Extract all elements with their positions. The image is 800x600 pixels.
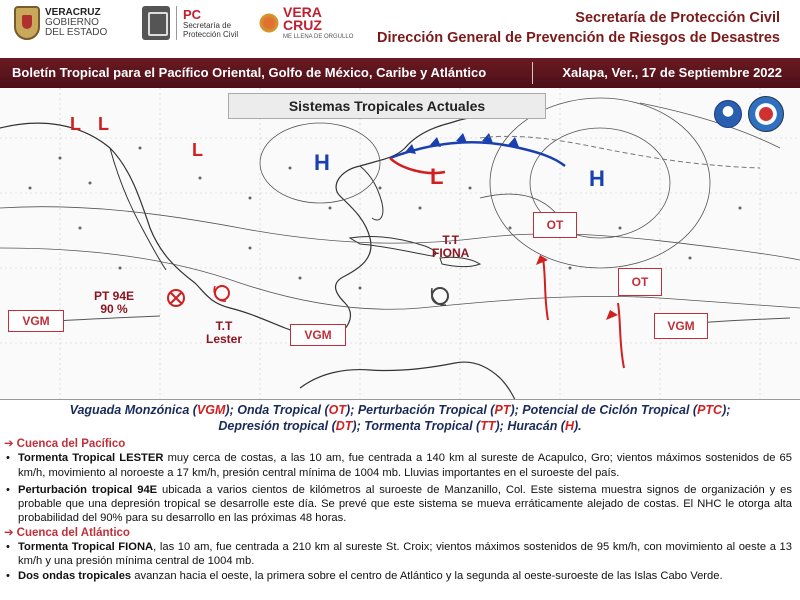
logo-veracruz-line1: VERACRUZ [45,7,101,18]
acronym-legend [0,402,800,434]
baja-coastline [110,148,166,270]
tropical-wave-2 [618,303,624,368]
atlantic-heading-text: Cuenca del Atlántico [16,526,130,539]
nws-logo-icon [748,96,784,132]
low-pressure-west-3: L [192,140,203,160]
bulletin-date: Xalapa, Ver., 17 de Septiembre 2022 [562,65,782,80]
vgm-label-central: VGM [290,324,346,346]
pacific-heading [0,437,800,451]
pt94e-label [94,290,134,316]
atlantic-item-waves: • Dos ondas tropicales avanzan hacia el oeste, la primera sobre el centro de Atlántico y la segunda al oeste-suroeste de las Islas Cabo Verde. [0,569,800,583]
arrow-right-icon: ➔ [4,526,14,539]
organization-title [377,8,780,48]
cuba-coastline [350,236,436,256]
atlantic-item-fiona: • Tormenta Tropical FIONA, las 10 am, fue centrada a 210 km al sureste St. Croix; vientos máximos sostenidos de 95 km/h, con movimiento al oeste a 13 km/h y una presión mínima central de 1004 mb. [0,540,800,569]
map-banner: Sistemas Tropicales Actuales [228,93,546,119]
coat-of-arms-icon [142,6,170,40]
isobars [0,98,800,309]
pt94e-name: PT 94E [94,289,135,303]
fiona-name: FIONA [432,246,470,260]
pacific-heading-text: Cuenca del Pacífico [16,438,126,450]
noaa-logo-icon [714,100,742,128]
lester-tt: T.T [215,319,233,333]
proteccion-civil-logo [142,6,238,40]
logo-pc-line2: Protección Civil [183,29,239,39]
trough-line [480,136,760,168]
logo-vc-line1: VERA [283,4,322,20]
ot-label-2: OT [618,268,662,296]
bulletin-title: Boletín Tropical para el Pacífico Oriental, Golfo de México, Caribe y Atlántico [12,65,487,80]
pt94e-probability: 90 % [100,302,128,316]
high-pressure-gulf: H [314,150,330,175]
low-pressure-west-1: L [70,114,81,134]
low-pressure-atlantic: L [430,164,444,189]
logo-vc-line2: CRUZ [283,17,322,33]
legend-line2: Depresión tropical (DT); Tormenta Tropical (TT); Huracán (H). [218,419,582,433]
vgm-label-east: VGM [654,313,708,339]
disturbance-94e-icon [168,290,184,306]
wave-arrow-1-icon [536,255,548,265]
fiona-label [432,234,469,260]
high-pressure-atlantic: H [589,166,605,191]
lat-lon-grid [0,88,800,400]
lester-name: Lester [206,332,243,346]
logo-pc-abbr: PC [183,6,202,22]
pacific-item-lester: • Tormenta Tropical LESTER muy cerca de costas, a las 10 am, fue centrada a 140 km al sureste de Acapulco, Gro; vientos máximos sostenidos de 65 km/h, movimiento al noroeste a 17 km/h, presión central mínima de 1004 mb. Lluvias importantes en el suroeste del país. [0,451,800,480]
logo-veracruz-line2: GOBIERNO [45,17,99,28]
tropical-storm-fiona-icon [432,288,448,305]
header [0,0,800,56]
fiona-tt: T.T [442,233,459,247]
low-pressure-west-2: L [98,114,109,134]
logo-vc-tagline: ME LLENA DE ORGULLO [283,34,354,40]
logo-veracruz-line3: DEL ESTADO [45,27,108,38]
weather-map [0,88,800,400]
cold-front [390,142,565,166]
bulletin-body [0,437,800,583]
veracruz-shield-icon [14,6,40,40]
veracruz-brand-logo [258,6,353,40]
vgm-label-west: VGM [8,310,64,332]
ot-label-1: OT [533,212,577,238]
lester-label [206,320,242,346]
flower-icon [258,12,280,34]
arrow-right-icon: ➔ [4,438,14,450]
south-america-coastline [300,362,515,400]
org-line2: Dirección General de Prevención de Riesgos de Desastres [377,30,780,46]
veracruz-government-logo [14,6,107,40]
bulletin-title-bar [0,58,800,88]
pacific-item-94e: • Perturbación tropical 94E ubicada a varios cientos de kilómetros al suroeste de Manzanillo, Col. Este sistema muestra signos de organización y es probable que una depresión tropical se desarrolle este día. Se prevé que este sistema se mueva erráticamente alejado de costas. El NHC le otorga alta probabilidad del 90% para su desarrollo en las próximas 48 horas. [0,483,800,526]
org-line1: Secretaría de Protección Civil [575,10,780,26]
tropical-wave-1 [543,258,548,320]
tropical-storm-lester-icon [214,286,229,301]
legend-line1: Vaguada Monzónica (VGM); Onda Tropical (OT); Perturbación Tropical (PT); Potencial de Ciclón Tropical (PTC); [69,403,731,417]
atlantic-heading [0,526,800,540]
wave-arrow-2-icon [606,310,618,320]
logo-pc-line1: Secretaría de [183,20,232,30]
surface-analysis-map [0,88,800,400]
north-america-coastline [0,116,510,335]
